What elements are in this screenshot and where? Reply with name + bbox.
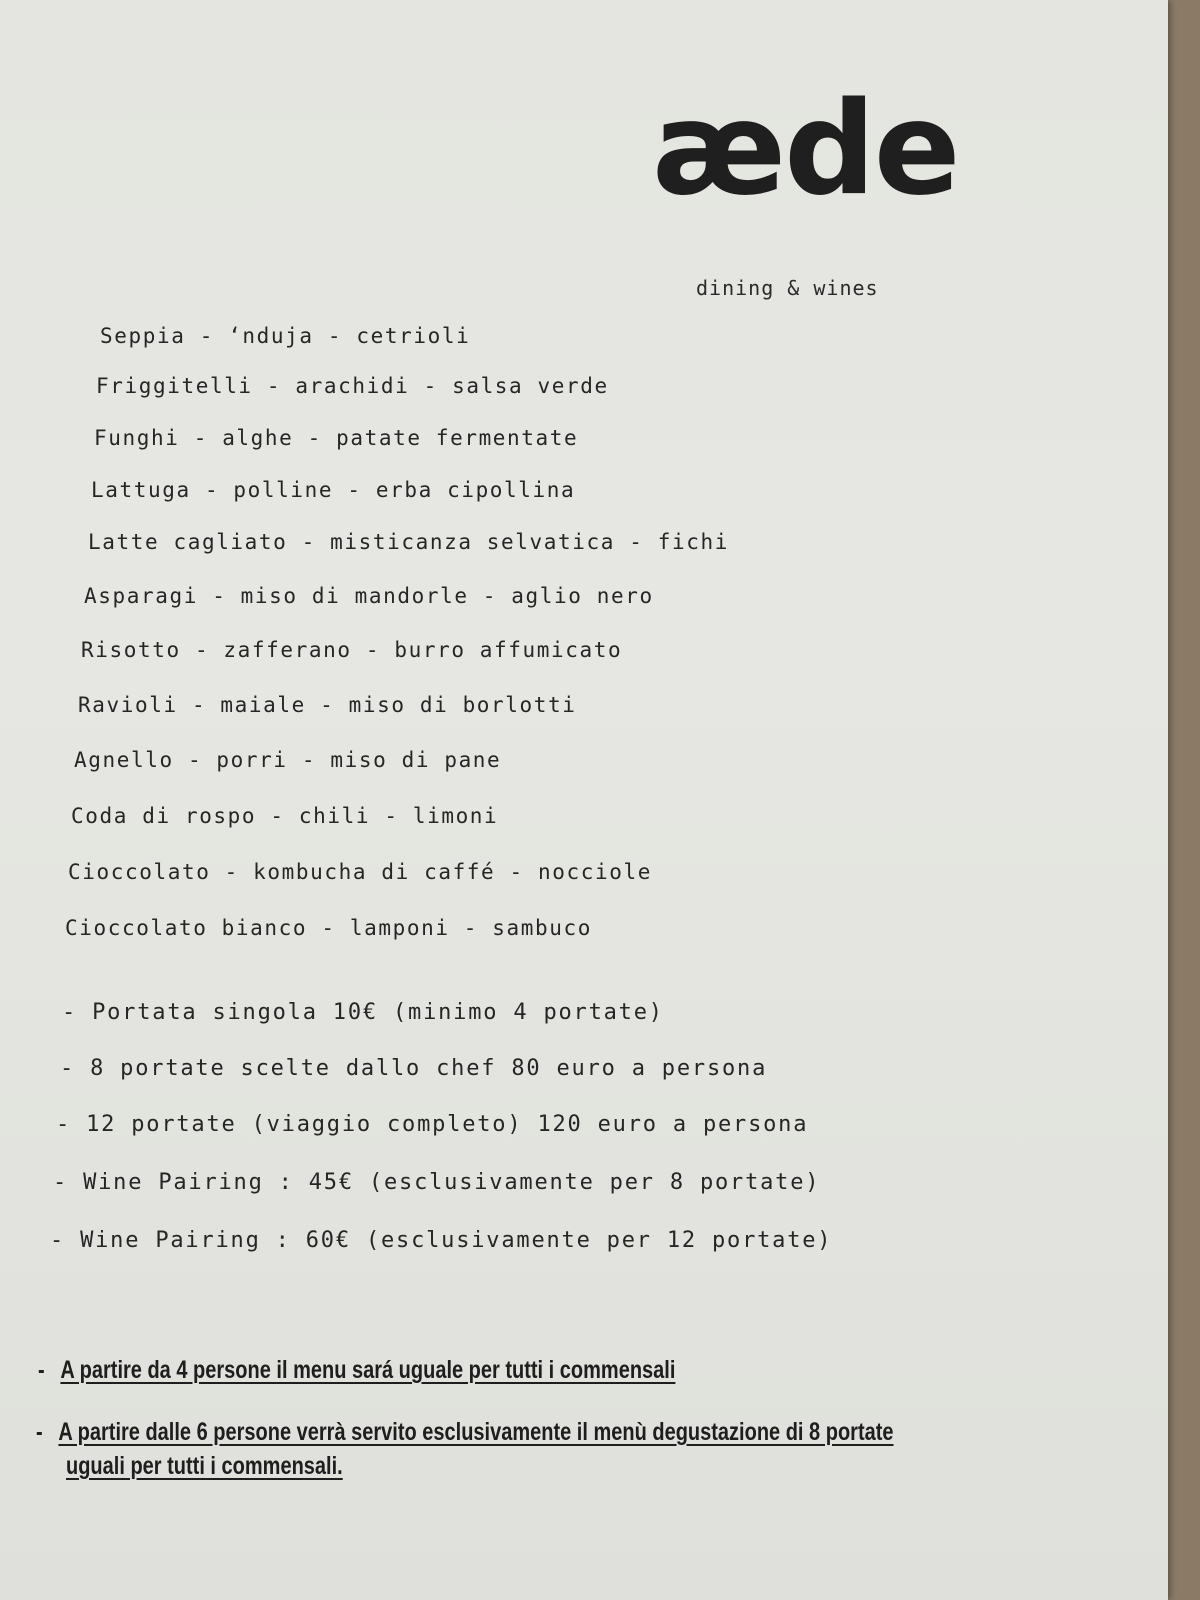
price-line: - Wine Pairing : 45€ (esclusivamente per 8 portate) — [53, 1170, 821, 1195]
note-text-continuation: uguali per tutti i commensali. — [66, 1452, 343, 1480]
dish-item: Coda di rospo - chili - limoni — [71, 804, 499, 828]
dish-item: Risotto - zafferano - burro affumicato — [81, 638, 623, 662]
price-line: - Portata singola 10€ (minimo 4 portate) — [62, 1000, 664, 1025]
policy-note — [38, 1356, 675, 1385]
price-line: - 8 portate scelte dallo chef 80 euro a persona — [60, 1056, 768, 1081]
dish-item: Seppia - ‘nduja - cetrioli — [100, 324, 471, 348]
note-bullet: - — [36, 1418, 43, 1446]
dish-item: Friggitelli - arachidi - salsa verde — [96, 374, 609, 398]
note-text: A partire da 4 persone il menu sará uguale per tutti i commensali — [60, 1356, 676, 1384]
tagline: dining & wines — [696, 276, 879, 300]
dish-item: Lattuga - polline - erba cipollina — [91, 478, 576, 502]
dish-item: Funghi - alghe - patate fermentate — [94, 426, 579, 450]
dish-item: Cioccolato bianco - lamponi - sambuco — [65, 916, 592, 940]
restaurant-logo: æde — [652, 75, 959, 224]
price-line: - 12 portate (viaggio completo) 120 euro a persona — [56, 1112, 809, 1137]
dish-item: Asparagi - miso di mandorle - aglio nero — [84, 584, 654, 608]
dish-item: Cioccolato - kombucha di caffé - nocciole — [68, 860, 652, 884]
policy-note — [36, 1418, 894, 1447]
note-bullet: - — [38, 1356, 45, 1384]
dish-item: Agnello - porri - miso di pane — [74, 748, 502, 772]
dish-item: Ravioli - maiale - miso di borlotti — [78, 693, 577, 717]
note-text: A partire dalle 6 persone verrà servito esclusivamente il menù degustazione di 8 portate — [58, 1418, 894, 1446]
price-line: - Wine Pairing : 60€ (esclusivamente per 12 portate) — [50, 1228, 833, 1253]
dish-item: Latte cagliato - misticanza selvatica - fichi — [88, 530, 729, 554]
